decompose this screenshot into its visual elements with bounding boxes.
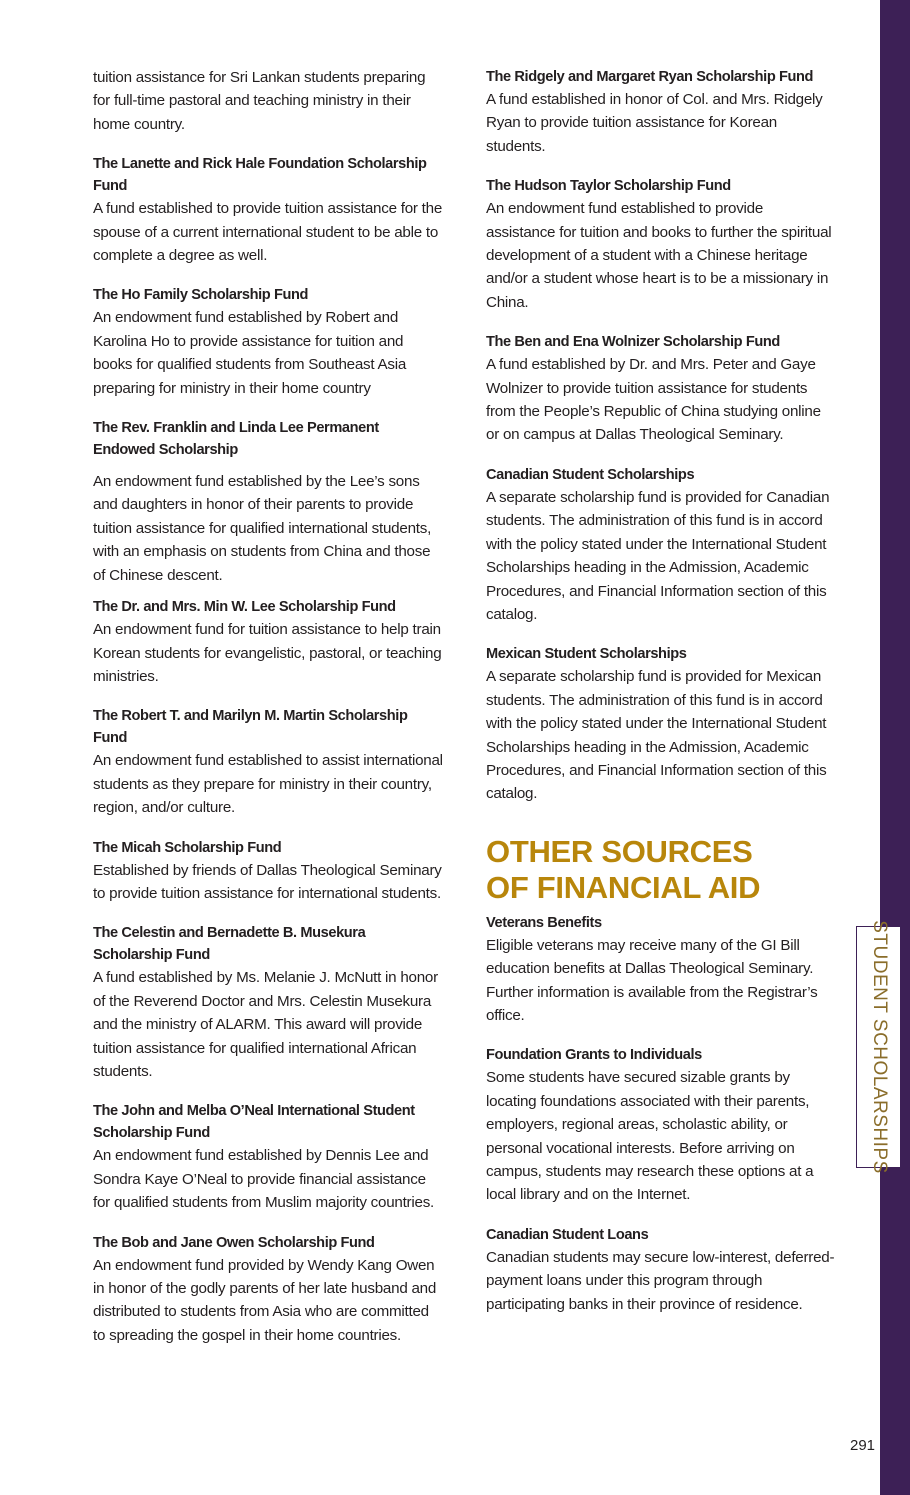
scholarship-title: The Micah Scholarship Fund — [93, 839, 282, 856]
scholarship-description: A fund established by Ms. Melanie J. McNutt in honor of the Reverend Doctor and Mrs. Celestin Musekura and the ministry of ALARM. This award will provide tuition assistance for qualified international African students. — [93, 969, 438, 1080]
aid-entry — [486, 912, 836, 1028]
scholarship-entry — [93, 1232, 443, 1348]
scholarship-description: A fund established by Dr. and Mrs. Peter and Gaye Wolnizer to provide tuition assistance for students from the People’s Republic of China studying online or on campus at Dallas Theological Seminary. — [486, 356, 821, 444]
scholarship-entry — [486, 643, 836, 805]
scholarship-description: An endowment fund provided by Wendy Kang Owen in honor of the godly parents of her late husband and distributed to students from Asia who are committed to spreading the gospel in their home countries. — [93, 1256, 437, 1344]
aid-entry — [486, 1224, 836, 1316]
left-column — [93, 66, 443, 1364]
scholarship-entry — [93, 284, 443, 400]
aid-title: Canadian Student Loans — [486, 1226, 649, 1243]
scholarship-description: A separate scholarship fund is provided for Canadian students. The administration of this fund is in accord with the policy stated under the International Student Scholarships heading in the Admission, Academic Procedures, and Financial Information section of this catalog. — [486, 488, 830, 623]
scholarship-entry — [93, 153, 443, 267]
scholarship-title: The Hudson Taylor Scholarship Fund — [486, 178, 731, 195]
scholarship-title: Canadian Student Scholarships — [486, 466, 695, 483]
scholarship-entry — [486, 66, 836, 158]
scholarship-entry — [93, 837, 443, 906]
scholarship-entry — [93, 705, 443, 819]
aid-title: Foundation Grants to Individuals — [486, 1047, 702, 1064]
scholarship-title: The Lanette and Rick Hale Foundation Scholarship Fund — [93, 156, 427, 195]
scholarship-description: An endowment fund established to assist international students as they prepare for ministry in their country, region, and/or culture. — [93, 752, 443, 817]
scholarship-title: The Ben and Ena Wolnizer Scholarship Fund — [486, 334, 780, 351]
scholarship-description: An endowment fund established to provide assistance for tuition and books to further the spiritual development of a student with a Chinese heritage and/or a student whose heart is to be a missionary in China. — [486, 200, 832, 311]
scholarship-description: An endowment fund established by the Lee’s sons and daughters in honor of their parents to provide tuition assistance for qualified international students, with an emphasis on students from China and those of Chinese descent. — [93, 473, 432, 584]
scholarship-description: Established by friends of Dallas Theological Seminary to provide tuition assistance for international students. — [93, 861, 442, 902]
aid-description: Canadian students may secure low-interest, deferred-payment loans under this program through participating banks in their province of residence. — [486, 1248, 835, 1313]
scholarship-entry — [486, 175, 836, 314]
scholarship-description: A fund established in honor of Col. and Mrs. Ridgely Ryan to provide tuition assistance for Korean students. — [486, 91, 823, 155]
scholarship-title: The Ridgely and Margaret Ryan Scholarship Fund — [486, 69, 814, 85]
scholarship-entry — [93, 922, 443, 1083]
scholarship-entry — [486, 331, 836, 447]
scholarship-entry — [93, 596, 443, 688]
side-tab-label: STUDENT SCHOLARSHIPS — [868, 920, 890, 1174]
scholarship-entry — [93, 417, 443, 587]
scholarship-description: An endowment fund for tuition assistance to help train Korean students for evangelistic, pastoral, or teaching ministries. — [93, 621, 442, 685]
intro-continuation-text: tuition assistance for Sri Lankan students preparing for full-time pastoral and teaching ministry in their home country. — [93, 69, 426, 133]
page-number: 291 — [850, 1437, 876, 1454]
right-column — [486, 66, 836, 1333]
scholarship-title: The Robert T. and Marilyn M. Martin Scholarship Fund — [93, 708, 408, 747]
scholarship-title: The Bob and Jane Owen Scholarship Fund — [93, 1234, 375, 1251]
aid-description: Some students have secured sizable grants by locating foundations associated with their parents, employers, regional areas, scholastic ability, or personal vocational interests. Before arriving on campus, students may research these options at a local library and on the Internet. — [486, 1069, 814, 1204]
scholarship-title: The Dr. and Mrs. Min W. Lee Scholarship Fund — [93, 599, 396, 616]
scholarship-title: The Rev. Franklin and Linda Lee Permanent Endowed Scholarship — [93, 420, 379, 459]
scholarship-title: The Ho Family Scholarship Fund — [93, 287, 309, 304]
scholarship-entry — [93, 1100, 443, 1214]
scholarship-description: An endowment fund established by Dennis Lee and Sondra Kaye O’Neal to provide financial assistance for qualified students from Muslim majority countries. — [93, 1147, 435, 1212]
scholarship-description: An endowment fund established by Robert and Karolina Ho to provide assistance for tuition and books for qualified students from Southeast Asia preparing for ministry in their home country — [93, 309, 407, 397]
scholarship-title: The John and Melba O’Neal International Student Scholarship Fund — [93, 1103, 415, 1142]
scholarship-entry — [486, 464, 836, 626]
sidebar-color-band — [880, 0, 910, 1495]
section-side-tab — [856, 920, 900, 1174]
scholarship-title: The Celestin and Bernadette B. Musekura Scholarship Fund — [93, 925, 366, 964]
section-heading: OTHER SOURCES OF FINANCIAL AID — [486, 833, 761, 905]
aid-description: Eligible veterans may receive many of the GI Bill education benefits at Dallas Theological Seminary. Further information is available from the Registrar’s office. — [486, 936, 818, 1024]
aid-title: Veterans Benefits — [486, 914, 602, 931]
scholarship-description: A fund established to provide tuition assistance for the spouse of a current international student to be able to complete a degree as well. — [93, 200, 443, 265]
scholarship-description: A separate scholarship fund is provided for Mexican students. The administration of this fund is in accord with the policy stated under the International Student Scholarships heading in the Admission, Academic Procedures, and Financial Information section of this catalog. — [486, 668, 827, 803]
scholarship-title: Mexican Student Scholarships — [486, 646, 687, 663]
aid-entry — [486, 1044, 836, 1206]
